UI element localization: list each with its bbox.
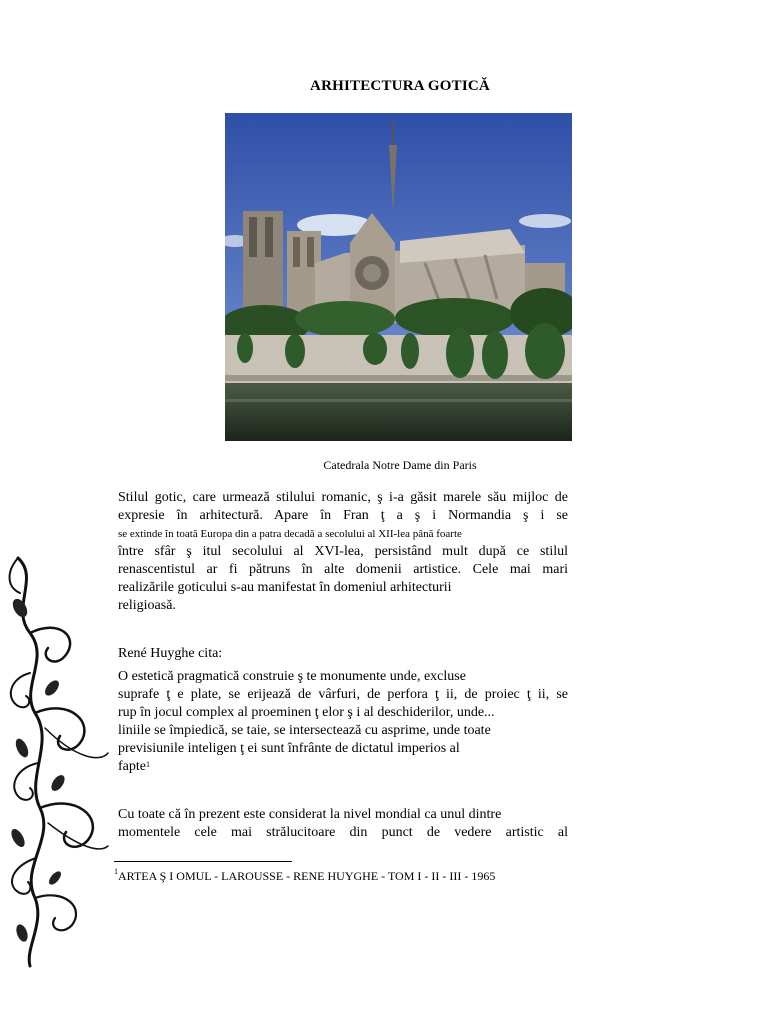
cathedral-photo — [225, 113, 572, 441]
quote-line: O estetică pragmatică construie ş te monumente unde, excluse — [118, 669, 466, 684]
footnote-mark: 1 — [114, 867, 118, 876]
paragraph1-line: între sfâr ş itul secolului al XVI-lea, persistând mult după ce stilul — [118, 544, 568, 559]
paragraph1-line: expresie în arhitectură. Apare în Fran ţ a ş i Normandia ş i se — [118, 508, 568, 523]
paragraph1-line: religioasă. — [118, 598, 176, 613]
paragraph-conclusion — [118, 806, 568, 842]
quote-last-word: fapte — [118, 759, 146, 774]
paragraph1-line: renascentistul ar fi pătruns în alte domenii artistice. Cele mai mari — [118, 562, 568, 577]
footnote-separator — [114, 861, 292, 862]
quote-line: rup în jocul complex al proeminen ţ elor ş i al deschiderilor, unde... — [118, 705, 495, 720]
quote-line: liniile se împiedică, se taie, se intersectează cu asprime, unde toate — [118, 723, 491, 738]
footnote — [114, 869, 495, 884]
paragraph1-line: realizările goticului s-au manifestat în domeniul arhitecturii — [118, 580, 452, 595]
paragraph3-line: momentele cele mai strălucitoare din punct de vedere artistic al — [118, 825, 568, 840]
document-title: ARHITECTURA GOTICĂ — [310, 78, 490, 94]
footnote-reference: 1 — [145, 760, 150, 769]
quote-line: previsiunile inteligen ţ ei sunt înfrânte de dictatul imperios al — [118, 741, 460, 756]
quote-last-line — [118, 758, 568, 776]
quote-intro — [118, 645, 568, 663]
quote-paragraph — [118, 668, 568, 776]
swirl-ornament — [0, 548, 110, 968]
paragraph3-line: Cu toate că în prezent este considerat la nivel mondial ca unul dintre — [118, 807, 502, 822]
quote-line: suprafe ţ e plate, se erijează de vârfuri, de perfora ţ ii, de proiec ţ ii, se — [118, 687, 568, 702]
paragraph1-line: se extinde în toată Europa din a patra decadă a secolului al XII-lea până foarte — [118, 528, 462, 540]
image-caption: Catedrala Notre Dame din Paris — [323, 458, 477, 472]
notre-dame-illustration — [225, 113, 572, 441]
paragraph1-line: Stilul gotic, care urmează stilului romanic, ş i-a găsit marele său mijloc de — [118, 490, 568, 505]
paragraph-gothic-style — [118, 489, 568, 615]
footnote-text: ARTEA Ş I OMUL - LAROUSSE - RENE HUYGHE - TOM I - II - III - 1965 — [118, 869, 496, 883]
quote-intro-text: René Huyghe cita: — [118, 646, 223, 661]
